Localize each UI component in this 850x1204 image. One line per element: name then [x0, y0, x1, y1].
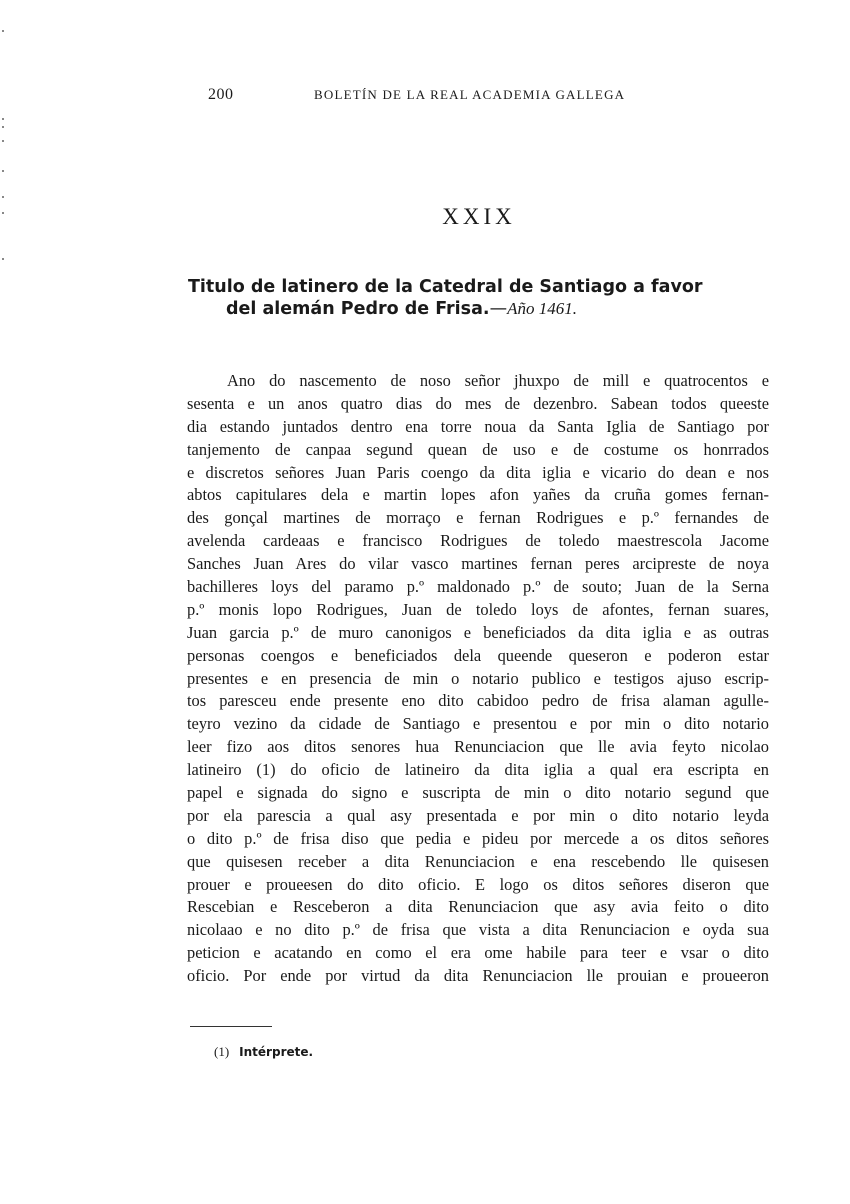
title-line-2: del alemán Pedro de Frisa. — [226, 299, 490, 319]
body-line: des gonçal martines de morraço e fernan Rodrigues e p.º fernandes de — [187, 508, 769, 528]
body-line: tanjemento de canpaa segund quean de uso e de costume os honrrados — [187, 439, 769, 459]
body-line: abtos capitulares dela e martin lopes afon yañes da cruña gomes fernan- — [187, 485, 769, 505]
body-line: nicolaao e no dito p.º de frisa que vista a dita Renunciacion e oyda sua — [187, 920, 769, 940]
footnote-text: Intérprete. — [239, 1045, 314, 1059]
title-line-2-wrap — [188, 298, 768, 320]
footnote-marker: (1) — [214, 1044, 230, 1059]
title-line-1: Titulo de latinero de la Catedral de Santiago a favor — [188, 277, 703, 297]
body-line: oficio. Por ende por virtud da dita Renunciacion lle prouian e proueeron — [187, 966, 769, 986]
footnote — [214, 1044, 313, 1060]
body-line: personas coengos e beneficiados dela queende queseron e poderon estar — [187, 645, 769, 665]
body-line: tos paresceu ende presente eno dito cabidoo pedro de frisa alaman agulle- — [187, 691, 769, 711]
body-line: teyro vezino da cidade de Santiago e presentou e por min o dito notario — [187, 714, 769, 734]
chapter-number: XXIX — [442, 204, 516, 229]
page-number: 200 — [208, 86, 234, 103]
body-line: sesenta e un anos quatro dias do mes de dezenbro. Sabean todos queeste — [187, 393, 769, 413]
body-line: por ela parescia a qual asy presentada e por min o dito notario leyda — [187, 805, 769, 825]
margin-specks — [2, 0, 8, 1204]
body-line: Sanches Juan Ares do vilar vasco martines fernan peres arcipreste de noya — [187, 554, 769, 574]
body-line: e discretos señores Juan Paris coengo da dita iglia e vicario do dean e nos — [187, 462, 769, 482]
body-line: Rescebian e Resceberon a dita Renunciacion que asy avia feito o dito — [187, 897, 769, 917]
running-head — [208, 86, 638, 106]
footnote-rule — [190, 1026, 272, 1027]
body-line: latineiro (1) do oficio de latineiro da dita iglia a qual era escripta en — [187, 760, 769, 780]
body-line: papel e signada do signo e suscripta de min o dito notario segund que — [187, 783, 769, 803]
body-line: peticion e acatando en como el era ome habile para teer e vsar o dito — [187, 943, 769, 963]
body-text — [187, 370, 769, 988]
body-line: que quisesen receber a dita Renunciacion e ena rescebendo lle quisesen — [187, 851, 769, 871]
title-year: Año 1461. — [507, 299, 577, 318]
body-line: dia estando juntados dentro ena torre noua da Santa Iglia de Santiago por — [187, 416, 769, 436]
body-line: leer fizo aos ditos senores hua Renunciacion que lle avia feyto nicolao — [187, 737, 769, 757]
body-line: Juan garcia p.º de muro canonigos e beneficiados da dita iglia e as outras — [187, 622, 769, 642]
body-line: Ano do nascemento de noso señor jhuxpo de mill e quatrocentos e — [227, 371, 769, 390]
body-line: p.º monis lopo Rodrigues, Juan de toledo loys de afontes, fernan suares, — [187, 599, 769, 619]
body-line: presentes e en presencia de min o notario publico e testigos ajuso escrip- — [187, 668, 769, 688]
body-line: prouer e proueesen do dito oficio. E logo os ditos señores diseron que — [187, 874, 769, 894]
body-line: avelenda cardeaas e francisco Rodrigues de toledo maestrescola Jacome — [187, 531, 769, 551]
document-title — [188, 276, 768, 320]
body-line: bachilleres loys del paramo p.º maldonado p.º de souto; Juan de la Serna — [187, 577, 769, 597]
journal-title: BOLETÍN DE LA REAL ACADEMIA GALLEGA — [314, 87, 626, 102]
title-dash: — — [489, 299, 508, 319]
body-line: o dito p.º de frisa diso que pedia e pideu por mercede a os ditos señores — [187, 828, 769, 848]
